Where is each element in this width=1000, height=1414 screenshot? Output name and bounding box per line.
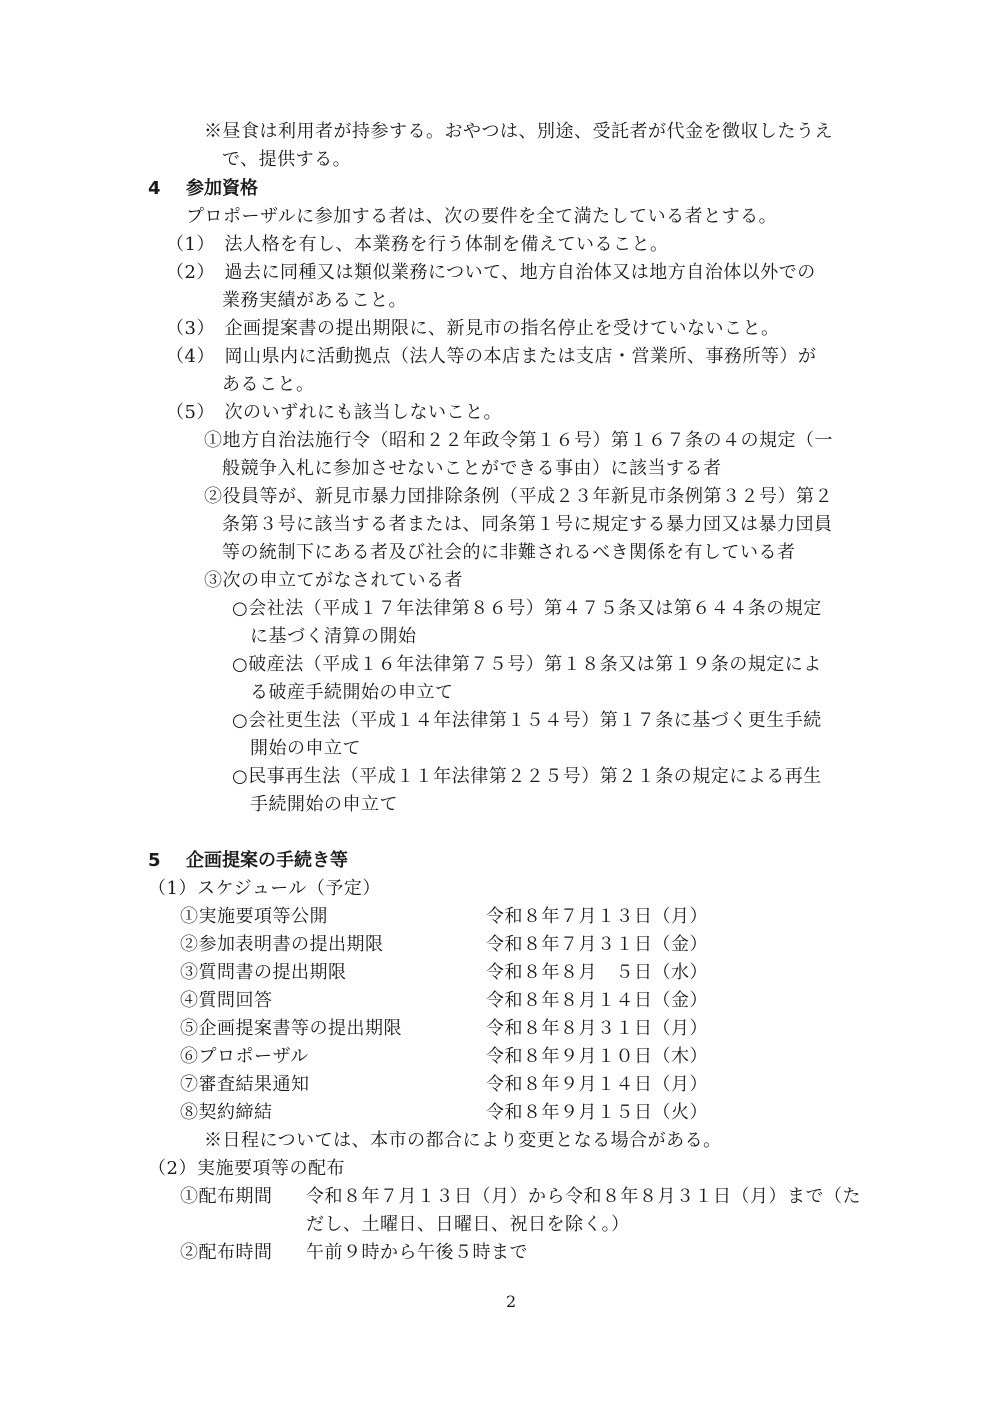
page-number: 2 xyxy=(506,1292,517,1311)
schedule-date: 令和８年８月３１日（月） xyxy=(486,1018,708,1039)
case1-line1: ○会社法（平成１７年法律第８６号）第４７５条又は第６４４条の規定 xyxy=(232,598,822,619)
section5-heading xyxy=(148,847,348,875)
case4-line1: ○民事再生法（平成１１年法律第２２５号）第２１条の規定による再生 xyxy=(232,766,822,787)
section5-number: 5 xyxy=(148,850,161,871)
section4-intro: プロポーザルに参加する者は、次の要件を全て満たしている者とする。 xyxy=(186,206,778,227)
case2-line2: る破産手続開始の申立て xyxy=(250,682,454,703)
section5-sub2: （2）実施要項等の配布 xyxy=(148,1158,345,1179)
section4-item5: （5） 次のいずれにも該当しないこと。 xyxy=(166,402,502,423)
schedule-label: ⑥プロポーザル xyxy=(180,1046,309,1067)
case1-line2: に基づく清算の開始 xyxy=(250,626,417,647)
schedule-label: ⑤企画提案書等の提出期限 xyxy=(180,1018,402,1039)
sub1-line2: 般競争入札に参加させないことができる事由）に該当する者 xyxy=(222,458,722,479)
case3-line2: 開始の申立て xyxy=(250,738,361,759)
section4-title: 参加資格 xyxy=(186,178,258,199)
sub2-line1: ②役員等が、新見市暴力団排除条例（平成２３年新見市条例第３２号）第２ xyxy=(204,486,833,507)
section4-item1: （1） 法人格を有し、本業務を行う体制を備えていること。 xyxy=(166,234,669,255)
lunch-note-line1: ※昼食は利用者が持参する。おやつは、別途、受託者が代金を徴収したうえ xyxy=(204,121,833,142)
schedule-date: 令和８年９月１５日（火） xyxy=(486,1102,708,1123)
schedule-note: ※日程については、本市の都合により変更となる場合がある。 xyxy=(204,1130,722,1151)
sub3-line: ③次の申立てがなされている者 xyxy=(204,570,463,591)
case3-line1: ○会社更生法（平成１４年法律第１５４号）第１７条に基づく更生手続 xyxy=(232,710,822,731)
schedule-label: ②参加表明書の提出期限 xyxy=(180,934,384,955)
case4-line2: 手続開始の申立て xyxy=(250,794,398,815)
schedule-label: ③質問書の提出期限 xyxy=(180,962,347,983)
section5-title: 企画提案の手続き等 xyxy=(186,850,348,871)
schedule-date: 令和８年７月３１日（金） xyxy=(486,934,708,955)
schedule-label: ⑦審査結果通知 xyxy=(180,1074,310,1095)
lunch-note-line2: で、提供する。 xyxy=(222,149,352,170)
dist-time-value: 午前９時から午後５時まで xyxy=(306,1242,528,1263)
dist-period-line2: だし、土曜日、日曜日、祝日を除く。） xyxy=(306,1214,630,1235)
schedule-date: 令和８年７月１３日（月） xyxy=(486,906,708,927)
schedule-label: ①実施要項等公開 xyxy=(180,906,328,927)
dist-period-label: ①配布期間 xyxy=(180,1186,273,1207)
schedule-label: ④質問回答 xyxy=(180,990,273,1011)
section4-heading xyxy=(148,175,258,203)
case2-line1: ○破産法（平成１６年法律第７５号）第１８条又は第１９条の規定によ xyxy=(232,654,822,675)
section4-item2-line2: 業務実績があること。 xyxy=(222,290,407,311)
schedule-label: ⑧契約締結 xyxy=(180,1102,273,1123)
sub2-line2: 条第３号に該当する者または、同条第１号に規定する暴力団又は暴力団員 xyxy=(222,514,833,535)
schedule-date: 令和８年９月１０日（木） xyxy=(486,1046,708,1067)
sub2-line3: 等の統制下にある者及び社会的に非難されるべき関係を有している者 xyxy=(222,542,796,563)
schedule-date: 令和８年８月１４日（金） xyxy=(486,990,708,1011)
dist-period-line1: 令和８年７月１３日（月）から令和８年８月３１日（月）まで（た xyxy=(306,1186,861,1207)
section4-item3: （3） 企画提案書の提出期限に、新見市の指名停止を受けていないこと。 xyxy=(166,318,780,339)
section4-item4-line2: あること。 xyxy=(222,374,315,395)
sub1-line1: ①地方自治法施行令（昭和２２年政令第１６号）第１６７条の４の規定（一 xyxy=(204,430,833,451)
schedule-date: 令和８年８月 ５日（水） xyxy=(486,962,708,983)
section4-number: 4 xyxy=(148,178,161,199)
schedule-date: 令和８年９月１４日（月） xyxy=(486,1074,708,1095)
dist-time-label: ②配布時間 xyxy=(180,1242,273,1263)
section5-sub1: （1）スケジュール（予定） xyxy=(148,878,381,899)
section4-item4-line1: （4） 岡山県内に活動拠点（法人等の本店または支店・営業所、事務所等）が xyxy=(166,346,817,367)
section4-item2-line1: （2） 過去に同種又は類似業務について、地方自治体又は地方自治体以外での xyxy=(166,262,816,283)
